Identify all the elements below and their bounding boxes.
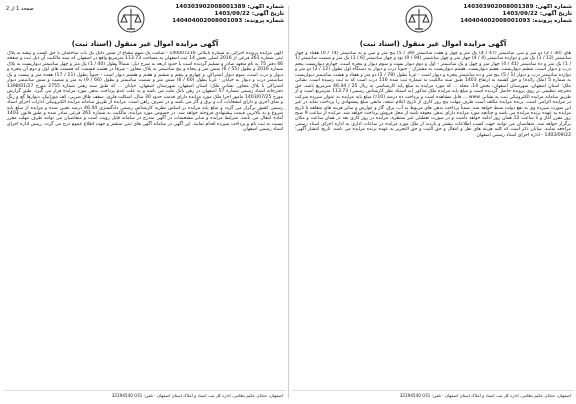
- notice-header: [4, 4, 286, 38]
- notice-title: آگهی مزایده اموال غیر منقول (اسناد ثبت): [359, 40, 507, 48]
- notice-header: [292, 4, 574, 38]
- notice-footer: اصفهان، خیابان حکیم نظامی، اداره کل ثبت اسناد و املاک استان اصفهان - تلفن: 031 32294540: [292, 390, 574, 398]
- notice-meta: [164, 4, 284, 25]
- file-number: شماره پرونده: 140404002008001093: [172, 18, 284, 24]
- file-number: شماره پرونده: 140404002008001093: [460, 18, 572, 24]
- judiciary-emblem-icon: [404, 4, 434, 34]
- notice-left: [4, 4, 286, 400]
- notice-number: شماره آگهی: 140303902008001389: [463, 4, 572, 10]
- notice-footer: اصفهان، خیابان حکیم نظامی، اداره کل ثبت اسناد و املاک استان اصفهان - تلفن: 031 32294540: [4, 390, 286, 398]
- notice-body: آگهی مزایده پرونده اجرائی به شماره بایگانی 140007216 - تمامت یک سهم مشاع از شش دانگ یک باب ساختمان با حق کسب و پیشه به پلاک ثبتی شماره 261 فرعی از 2016 اصلی بخش 14 ثبت اصفهان به مساحت 113.73 مترمربع واقع در اصفهان که سند مالکیت آن ذیل ثبت و صفحه 46 دفتر 75 به نام متعهد صادر و تسلیم گردیده است با حدود اربعه به شرح ذیل: شمالاً بطول (40 / 1) یک متر و چهل سانتیمتر دیواریست به پلاک شماره 2016 و بطول (55 / 6) شش متر و پنجاه و پنج سانتیمتر به پلاک مجاور - شرقاً در هشت قسمت که قسمت های اول و دوم آن پنجره و دیوار و درب است، سوم دیوار اشتراکی و چهارم و پنجم و ششم و هفتم و هشتم دیوار است - جنوباً بطول (21 / 17) هفده متر و بیست و یک سانتیمتر درب و دیوار به خیابان - غرباً بطول (60 / 6) شش متر و شصت سانتیمتر و بطول (66 / 9) نه متر و شصت و شش سانتیمتر دیوار اشتراکی با پلاک مجاور. نشانی ملک: استان اصفهان، شهرستان اصفهان، خیابان ... که طبق سند رهنی شماره 2755 مورخ 1398/01/27 دفترخانه اسناد رسمی شماره 57 اصفهان در رهن بانک ملت می باشد و به علت عدم پرداخت بدهی مورد مزایده قرار می گیرد. طبق گزارش مورخ 1403/07/25 مامور اجرا ملک مورد مزایده دارای قدمت حدود 30 سال، اسکلت فلزی، سقف طاق ضربی، کف موزاییک، دیوارها گچ و رنگ و نمای آجری و دارای انشعابات آب و برق و گاز می باشد و در تصرف راهن است. مزایده از طریق سامانه مزایده الکترونیکی ادارات اجرای اسناد رسمی کشور برگزار می گردد و مبلغ پایه مزایده بر اساس نظریه کارشناس رسمی دادگستری 46.44 درصد تعیین شده و مزایده از مبلغ پایه شروع و به بالاترین قیمت پیشنهادی فروخته خواهد شد. در خصوص مورد مزایده، مالکیت به شماره 261 فرعی صادر شده و طبق قانون 1403 آماده انتقال می باشد. شرایط مزایده و سایر مشخصات در آگهی مندرج در سامانه قابل رویت است و متقاضیان می توانند ظرف مهلت مقرر نسبت به ثبت نام و پرداخت سپرده اقدام نمایند. این آگهی در سامانه آگهی های ثبتی منتشر و جهت اطلاع عموم درج می گردد. رییس اداره اجرای اسناد رسمی اصفهان: [7, 51, 284, 133]
- judiciary-emblem-icon: [116, 4, 146, 34]
- notice-date: تاریخ آگهی: 1403/09/22: [502, 11, 572, 17]
- page-number: صفحه 1 از 2: [6, 6, 34, 12]
- notice-title: آگهی مزایده اموال غیر منقول (اسناد ثبت): [71, 40, 219, 48]
- notice-body: های (30 / 2) دو متر و سی سانتیمتر (47 / 4) یک متر و چهل و هفت سانتیمتر (39 / 5) پنج متر و سی و نه سانتیمتر (74 / 0) هفتاد و چهار سانتیمتر (12 / 1) یک متر و دوازده سانتیمتر (4 / 4) چهار متر و چهل سانتیمتر (94 / 0) نود و چهار سانتیمتر (6 / 1) یک متر و شصت سانتیمتر (1 / 1) یک متر و ده سانتیمتر (41 / 4) چهار متر و چهل و یک سانتیمتر - اول و دوم دیوار بست و سوم دیوار و پنجره است، چهارم دیواریست پنجم درب و دیوار است، ششم دیواریست، هفتم دیواریست، هشتم دیواریست به مشترک - جنوباً درب و دیوار به دستگاه اول بطول (12 / 2) دو متر و دوازده سانتیمتر درب و دیوار (1 / 5) پنج متر و ده سانتیمتر پنجره و دیوار است - غرباً بطول (78 / 2) دو متر و هفتاد و هشت سانتیمتر دیواریست به شماره 5 (ملک زائده) و حق کشمه به ارتفاع 1403 طبق سند مالکیت به شماره ثبت شده 116 درب است که به ثبت رسیده است. نشانی ملک: استان اصفهان، شهرستان اصفهان، بخش 14، محله ... که مورد مزایده به مبلغ پایه کارشناسی به ریال 25 / 46.44 مترمربع باشد، حق دفترچه تنظیمی بر روی پرونده حاصل گردیده است و مبلغ پایه مزایده ملک مذکور (به استناد نظر کارشناس رسمی) 113.73 مترمربع است و از طریق سامانه مزایده الکترونیکی ثبت به نشانی www.... قابل مشاهده است و پرداخت ده درصد (10٪) مبلغ پایه مزایده به عنوان سپرده شرکت در مزایده الزامی است. برنده مزایده مکلف است ظرف مهلت پنج روز کاری از تاریخ اعلام نتیجه، مابقی مبلغ پیشنهادی را پرداخت نماید در غیر این صورت سپرده وی به نفع دولت ضبط خواهد شد. ضمناً پرداخت بدهی های مربوط به آب، برق، گاز و عوارض و سایر هزینه های متعلقه تا تاریخ مزایده به عهده برنده مزایده می باشد و چنانچه مورد مزایده دارای بدهی معوقه باشد از محل فروش پرداخت خواهد شد. مزایده از ساعت 9 صبح روز مقرر آغاز و تا ساعت 12 همان روز ادامه خواهد داشت و در صورت تعطیلی غیر منتظره، مزایده در روز کاری بعد در همان ساعت و مکان برگزار خواهد شد. متقاضیان می توانند جهت کسب اطلاعات بیشتر و بازدید از ملک مورد مزایده در ساعات اداری به اداره اجرای اسناد رسمی مراجعه نمایند. شایان ذکر است که کلیه هزینه های نقل و انتقال و حق الثبت و حق التحریر به عهده برنده مزایده می باشد. تاریخ انتشار آگهی: 1403/09/22 - اداره اجرای اسناد رسمی اصفهان: [295, 51, 572, 138]
- notice-number: شماره آگهی: 140303902008001389: [175, 4, 284, 10]
- notice-right: [292, 4, 574, 400]
- notice-date: تاریخ آگهی: 1403/09/22: [214, 11, 284, 17]
- notice-meta: [452, 4, 572, 25]
- column-divider: [288, 6, 289, 398]
